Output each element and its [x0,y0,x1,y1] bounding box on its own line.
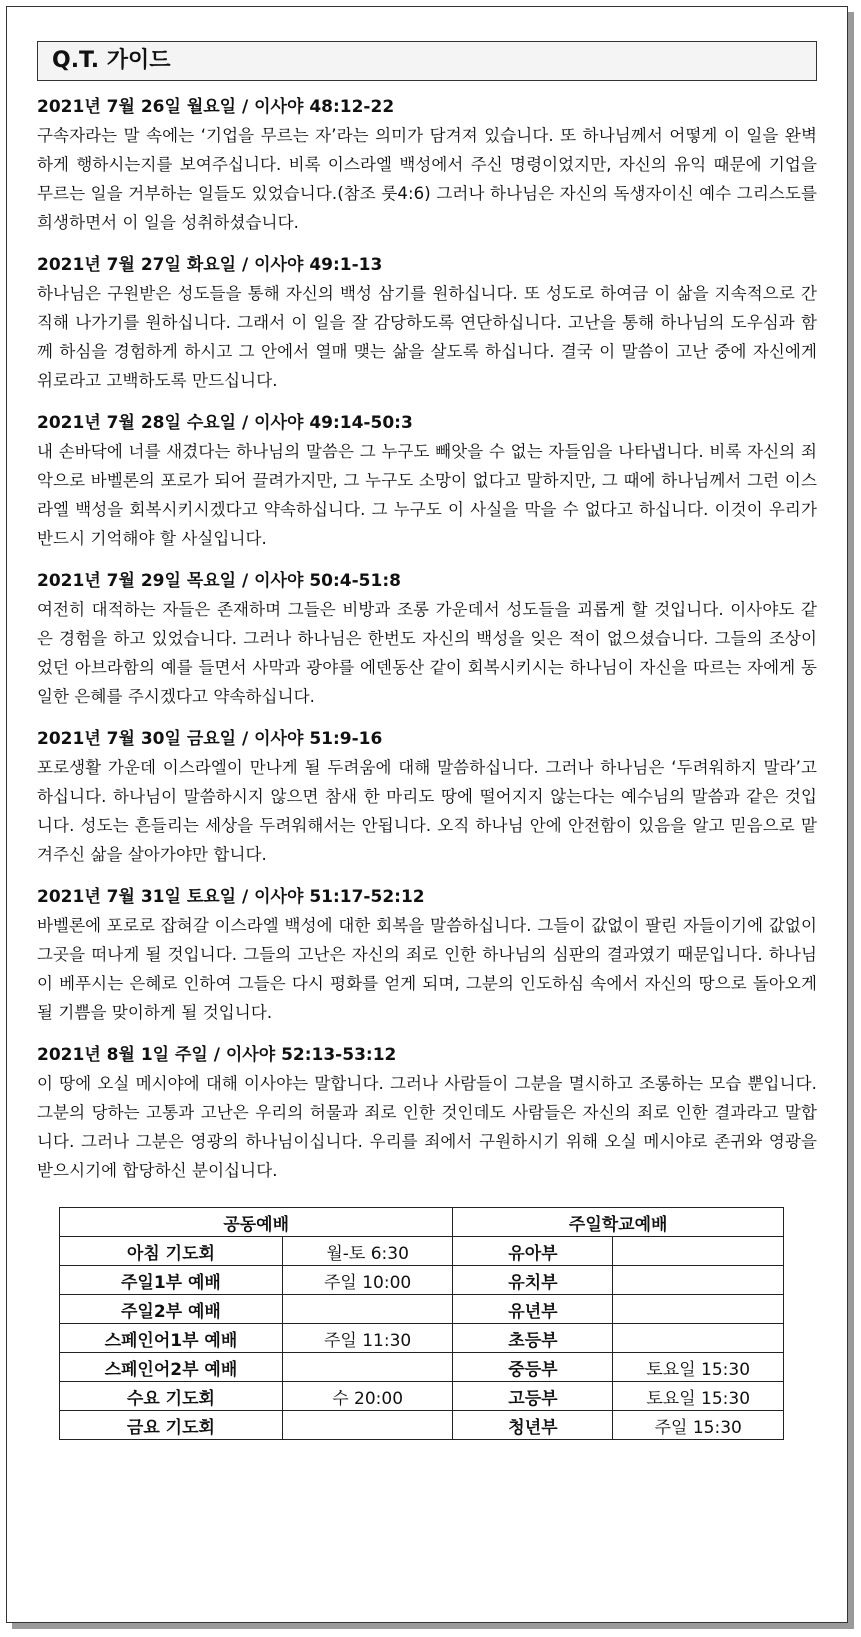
entry-body: 내 손바닥에 너를 새겼다는 하나님의 말씀은 그 누구도 빼앗을 수 없는 자들임을 나타냅니다. 비록 자신의 죄악으로 바벨론의 포로가 되어 끌려가지만, 그 누구도 소망이 없다고 말하지만, 그 때에 하나님께서 그런 이스라엘 백성을 회복시키시겠다고 약속하십니다. 그 누구도 이 사실을 막을 수 없다고 하십니다. 이것이 우리가 반드시 기억해야 할 사실입니다. [37,442,817,548]
entry-body: 바벨론에 포로로 잡혀갈 이스라엘 백성에 대한 회복을 말씀하십니다. 그들이 값없이 팔린 자들이기에 값없이 그곳을 떠나게 될 것입니다. 그들의 고난은 자신의 죄로 인한 하나님의 심판의 결과였기 때문입니다. 하나님이 베푸시는 은혜로 인하여 그들은 다시 평화를 얻게 되며, 그분의 인도하심 속에서 자신의 땅으로 돌아오게 될 기쁨을 맞이하게 될 것입니다. [37,916,817,1022]
department-name: 청년부 [453,1411,613,1440]
page-content [37,41,817,1440]
service-time: 월-토 6:30 [282,1237,453,1266]
table-row [60,1324,784,1353]
department-name: 고등부 [453,1382,613,1411]
department-name: 중등부 [453,1353,613,1382]
department-time [613,1295,784,1324]
entry-body: 구속자라는 말 속에는 ‘기업을 무르는 자’라는 의미가 담겨져 있습니다. 또 하나님께서 어떻게 이 일을 완벽하게 행하시는지를 보여주십니다. 비록 이스라엘 백성에서 주신 명령이었지만, 자신의 유익 때문에 기업을 무르는 일을 거부하는 일들도 있었습니다.(참조 룻4:6) 그러나 하나님은 자신의 독생자이신 예수 그리스도를 희생하면서 이 일을 성취하셨습니다. [37,126,817,232]
table-header-row [60,1208,784,1237]
department-time [613,1237,784,1266]
entry-body: 하나님은 구원받은 성도들을 통해 자신의 백성 삼기를 원하십니다. 또 성도로 하여금 이 삶을 지속적으로 간직해 나가기를 원하십니다. 그래서 이 일을 잘 감당하도록 연단하십니다. 고난을 통해 하나님의 도우심과 함께 하심을 경험하게 하시고 그 안에서 열매 맺는 삶을 살도록 하십니다. 결국 이 말씀이 고난 중에 자신에게 위로라고 고백하도록 만드십니다. [37,284,817,390]
entry-heading: 2021년 7월 31일 토요일 / 이사야 51:17-52:12 [37,887,425,907]
entry-body: 여전히 대적하는 자들은 존재하며 그들은 비방과 조롱 가운데서 성도들을 괴롭게 할 것입니다. 이사야도 같은 경험을 하고 있었습니다. 그러나 하나님은 한번도 자신의 백성을 잊은 적이 없으셨습니다. 그들의 조상이었던 아브라함의 예를 들면서 사막과 광야를 에덴동산 같이 회복시키시는 하나님이 자신을 따르는 자에게 동일한 은혜를 주시겠다고 약속하십니다. [37,600,817,706]
table-row [60,1382,784,1411]
entry-heading: 2021년 7월 30일 금요일 / 이사야 51:9-16 [37,729,383,749]
table-row [60,1295,784,1324]
qt-entry [37,253,817,395]
service-time [282,1353,453,1382]
qt-entry [37,727,817,869]
table-row [60,1353,784,1382]
service-time: 주일 11:30 [282,1324,453,1353]
department-name: 유년부 [453,1295,613,1324]
qt-entry [37,569,817,711]
qt-entry [37,1043,817,1185]
service-time: 수 20:00 [282,1382,453,1411]
qt-entry [37,411,817,553]
worship-schedule-table [59,1207,784,1440]
entry-body: 이 땅에 오실 메시야에 대해 이사야는 말합니다. 그러나 사람들이 그분을 멸시하고 조롱하는 모습 뿐입니다. 그분의 당하는 고통과 고난은 우리의 허물과 죄로 인한 것인데도 사람들은 자신의 죄로 인한 결과라고 말합니다. 그러나 그분은 영광의 하나님이십니다. 우리를 죄에서 구원하시기 위해 오실 메시야로 존귀와 영광을 받으시기에 합당하신 분이십니다. [37,1074,817,1180]
entry-heading: 2021년 7월 28일 수요일 / 이사야 49:14-50:3 [37,413,413,433]
department-time [613,1324,784,1353]
department-time: 주일 15:30 [613,1411,784,1440]
table-row [60,1237,784,1266]
service-name: 금요 기도회 [60,1411,283,1440]
service-name: 스페인어2부 예배 [60,1353,283,1382]
entry-body: 포로생활 가운데 이스라엘이 만나게 될 두려움에 대해 말씀하십니다. 그러나 하나님은 ‘두려워하지 말라’고 하십니다. 하나님이 말씀하시지 않으면 참새 한 마리도 땅에 떨어지지 않는다는 예수님의 말씀과 같은 것입니다. 성도는 흔들리는 세상을 두려워해서는 안됩니다. 오직 하나님 안에 안전함이 있음을 알고 믿음으로 맡겨주신 삶을 살아가야만 합니다. [37,758,817,864]
qt-entry [37,95,817,237]
table-row [60,1266,784,1295]
service-name: 스페인어1부 예배 [60,1324,283,1353]
header-common-worship: 공동예배 [60,1208,453,1237]
entry-heading: 2021년 7월 29일 목요일 / 이사야 50:4-51:8 [37,571,401,591]
service-time: 주일 10:00 [282,1266,453,1295]
table-row [60,1411,784,1440]
department-name: 유아부 [453,1237,613,1266]
department-time: 토요일 15:30 [613,1353,784,1382]
entry-heading: 2021년 7월 26일 월요일 / 이사야 48:12-22 [37,97,395,117]
department-name: 초등부 [453,1324,613,1353]
service-name: 주일1부 예배 [60,1266,283,1295]
entry-heading: 2021년 7월 27일 화요일 / 이사야 49:1-13 [37,255,383,275]
entry-heading: 2021년 8월 1일 주일 / 이사야 52:13-53:12 [37,1045,397,1065]
service-time [282,1411,453,1440]
document-page [6,6,848,1623]
header-sunday-school: 주일학교예배 [453,1208,784,1237]
service-name: 수요 기도회 [60,1382,283,1411]
department-time: 토요일 15:30 [613,1382,784,1411]
service-name: 주일2부 예배 [60,1295,283,1324]
department-time [613,1266,784,1295]
service-time [282,1295,453,1324]
qt-entry [37,885,817,1027]
service-name: 아침 기도회 [60,1237,283,1266]
department-name: 유치부 [453,1266,613,1295]
page-title: Q.T. 가이드 [37,41,817,81]
